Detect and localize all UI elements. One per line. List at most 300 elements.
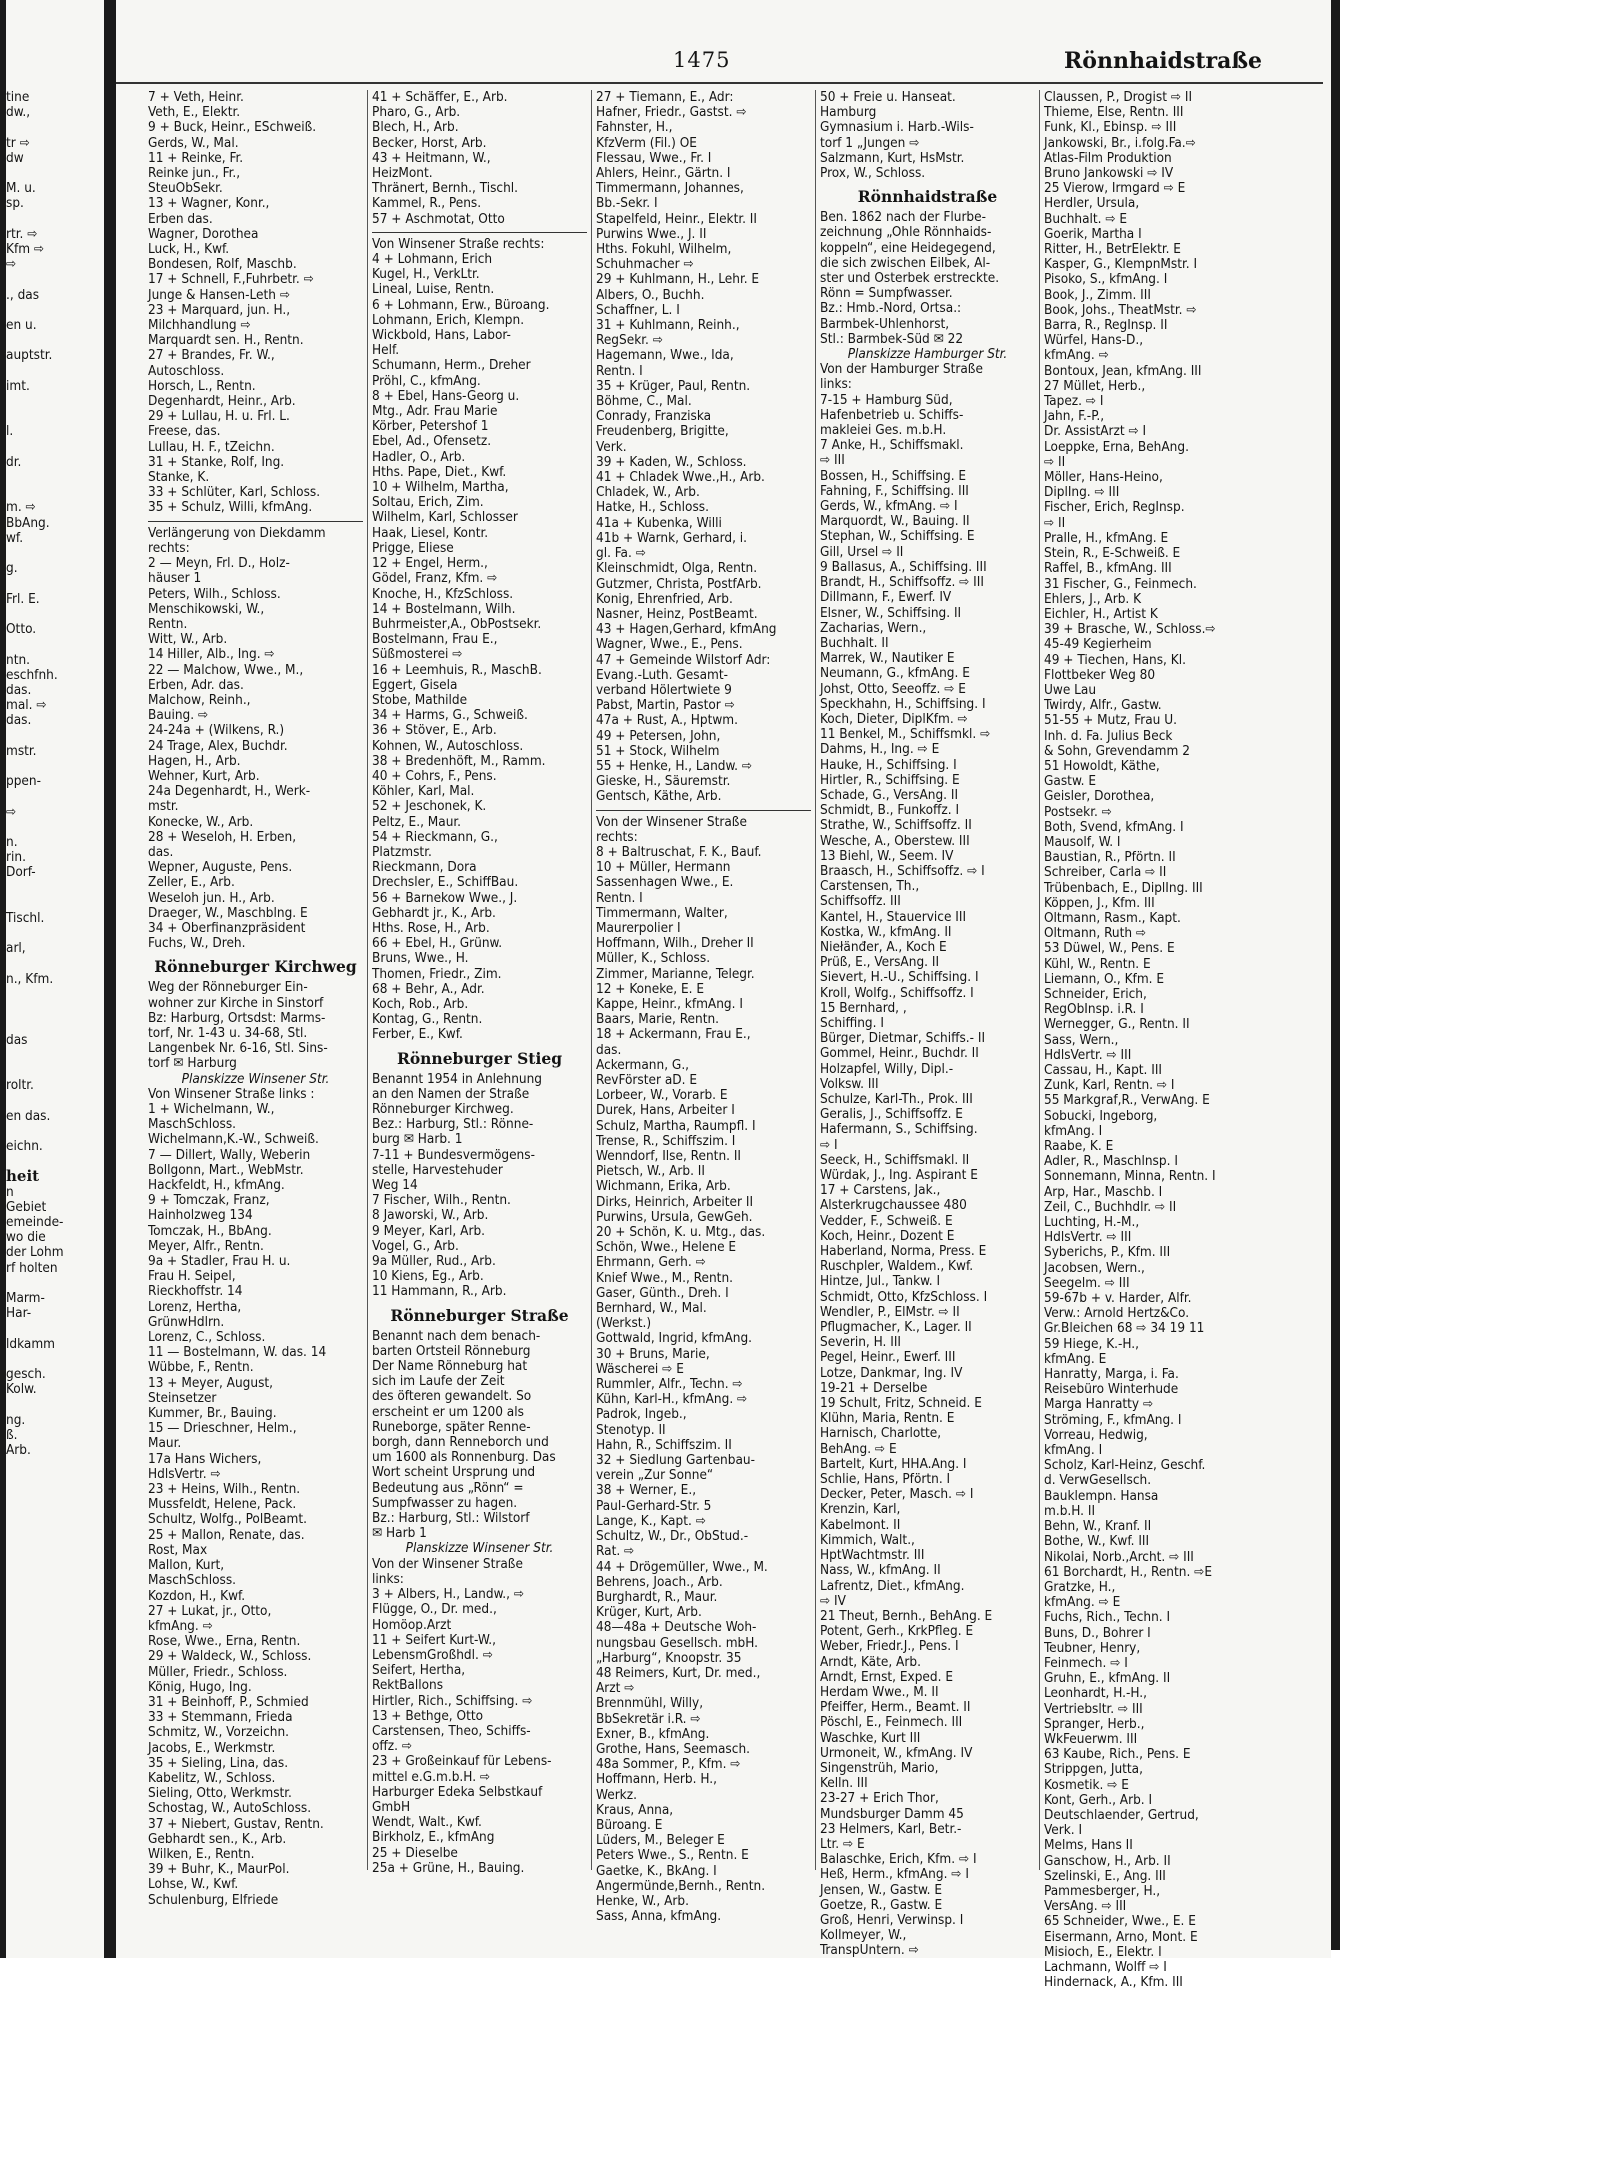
directory-entry: RektBallons [372, 1677, 444, 1694]
directory-entry: Kohnen, W., Autoschloss. [372, 737, 524, 754]
directory-entry: Verk. [596, 438, 627, 455]
fragment-line [6, 333, 102, 348]
directory-entry: Vedder, F., Schweiß. E [820, 1212, 953, 1229]
street-heading: Rönnhaidstraße [857, 187, 998, 207]
fragment-line: rf holten [6, 1259, 58, 1276]
directory-entry: Witt, W., Arb. [148, 631, 228, 648]
directory-entry: Ritter, H., BetrElektr. E [1044, 241, 1181, 258]
directory-entry: Hafenbetrieb u. Schiffs- [820, 406, 964, 423]
page-number: 1475 [673, 48, 731, 72]
directory-entry: Schumann, Herm., Dreher [372, 357, 531, 374]
directory-entry: 15 Bernhard, , [820, 999, 907, 1016]
directory-entry: Flottbeker Weg 80 [1044, 666, 1156, 683]
fragment-line: Marm- [6, 1290, 45, 1307]
directory-entry: Wort scheint Ursprung und [372, 1464, 536, 1481]
directory-entry: Gill, Ursel ⇨ II [820, 543, 904, 560]
directory-entry: Sassenhagen Wwe., E. [596, 874, 734, 891]
directory-entry: Peters, Wilh., Schloss. [148, 585, 281, 602]
directory-entry: 34 + Harms, G., Schweiß. [372, 707, 528, 724]
directory-entry: Verk. I [1044, 1822, 1083, 1839]
directory-entry: Marrek, W., Nautiker E [820, 650, 955, 667]
fragment-line [6, 1352, 102, 1367]
directory-entry: Luck, H., Kwf. [148, 241, 230, 258]
directory-entry: Eichler, H., Artist K [1044, 605, 1158, 622]
directory-entry: Wickbold, Hans, Labor- [372, 327, 511, 344]
directory-entry: Frau H. Seipel, [148, 1268, 236, 1285]
directory-entry: Severin, H. III [820, 1334, 901, 1351]
directory-entry: 24a Degenhardt, H., Werk- [148, 783, 311, 800]
directory-entry: Luchting, H.-M., [1044, 1214, 1140, 1231]
directory-entry: Gymnasium i. Harb.-Wils- [820, 119, 974, 136]
directory-entry: Goerik, Martha I [1044, 225, 1142, 242]
directory-entry: verein „Zur Sonne“ [596, 1467, 714, 1484]
directory-entry: Weg der Rönneburger Ein- [148, 979, 308, 996]
directory-entry: wohner zur Kirche in Sinstorf [148, 994, 324, 1011]
directory-entry: Ehlers, J., Arb. K [1044, 590, 1142, 607]
directory-entry: 17 + Carstens, Jak., [820, 1182, 941, 1199]
directory-entry: m.b.H. II [1044, 1502, 1096, 1519]
header-rule [116, 82, 1323, 84]
directory-entry: Mussfeldt, Helene, Pack. [148, 1496, 297, 1513]
directory-entry: Freudenberg, Brigitte, [596, 423, 729, 440]
directory-entry: Dahms, H., Ing. ⇨ E [820, 741, 940, 758]
directory-entry: 34 + Oberfinanzpräsident [148, 919, 306, 936]
directory-entry: BehAng. ⇨ E [820, 1440, 897, 1457]
directory-entry: Trense, R., Schiffszim. I [596, 1132, 736, 1149]
directory-entry: Nass, W., kfmAng. II [820, 1562, 941, 1579]
directory-entry: 15 — Drieschner, Helm., [148, 1420, 297, 1437]
directory-entry: Rönneburger Kirchweg. [372, 1101, 514, 1117]
directory-entry: 33 + Stemmann, Frieda [148, 1709, 293, 1726]
directory-entry: Pflugmacher, K., Lager. II [820, 1319, 972, 1336]
directory-entry: Hths. Pape, Diet., Kwf. [372, 463, 507, 480]
directory-entry: 25 + Mallon, Renate, das. [148, 1526, 305, 1543]
directory-entry: Kontag, G., Rentn. [372, 1011, 483, 1028]
directory-entry: Zimmer, Marianne, Telegr. [596, 965, 755, 982]
directory-entry: Jacobsen, Wern., [1044, 1259, 1145, 1276]
directory-entry: Würfel, Hans-D., [1044, 332, 1144, 349]
directory-entry: Hauke, H., Schiffsing. I [820, 756, 957, 773]
directory-entry: Behrens, Joach., Arb. [596, 1573, 723, 1590]
directory-entry: Hths. Rose, H., Arb. [372, 919, 490, 936]
fragment-line: rtr. ⇨ [6, 225, 38, 242]
fragment-line: ⇨ [6, 256, 17, 273]
directory-entry: Gottwald, Ingrid, kfmAng. [596, 1330, 753, 1347]
directory-entry: Kraus, Anna, [596, 1801, 674, 1818]
directory-entry: Peters Wwe., S., Rentn. E [596, 1847, 749, 1864]
directory-entry: 51-55 + Mutz, Frau U. [1044, 712, 1177, 729]
fragment-line [6, 1048, 102, 1063]
directory-entry: mstr. [148, 798, 179, 815]
directory-entry: 27 + Tiemann, E., Adr: [596, 89, 734, 105]
fragment-line [6, 987, 102, 1002]
directory-entry: Freese, das. [148, 423, 221, 440]
directory-entry: „Harburg“, Knoopstr. 35 [596, 1649, 742, 1666]
directory-entry: 30 + Bruns, Marie, [596, 1345, 710, 1362]
directory-entry: Lohmann, Erich, Klempn. [372, 311, 525, 328]
fragment-line: ß. [6, 1426, 18, 1443]
directory-entry: Sieling, Otto, Werkmstr. [148, 1785, 292, 1802]
directory-entry: Rönn = Sumpfwasser. [820, 285, 953, 302]
directory-entry: 11 + Reinke, Fr. [148, 149, 244, 166]
directory-entry: 33 + Schlüter, Karl, Schloss. [148, 484, 321, 501]
directory-entry: Koch, Heinr., Dozent E [820, 1227, 955, 1244]
directory-entry: 10 Kiens, Eg., Arb. [372, 1268, 484, 1285]
directory-entry: Hatke, H., Schloss. [596, 499, 709, 516]
directory-entry: Von der Winsener Straße [372, 1555, 523, 1572]
directory-entry: Schultz, Wolfg., PolBeamt. [148, 1511, 307, 1528]
directory-entry: Gr.Bleichen 68 ⇨ 34 19 11 [1044, 1320, 1205, 1337]
fragment-line: eichn. [6, 1138, 43, 1155]
fragment-line [6, 272, 102, 287]
directory-entry: 31 + Beinhoff, P., Schmied [148, 1693, 309, 1710]
directory-entry: Müller, Friedr., Schloss. [148, 1663, 288, 1680]
directory-entry: Exner, B., kfmAng. [596, 1725, 710, 1742]
directory-entry: Strathe, W., Schiffsoffz. II [820, 817, 972, 834]
directory-entry: Knief Wwe., M., Rentn. [596, 1269, 733, 1286]
fragment-line: M. u. [6, 180, 36, 197]
directory-entry: Waschke, Kurt III [820, 1729, 921, 1746]
directory-entry: Mallon, Kurt, [148, 1557, 225, 1574]
directory-entry: Pfeiffer, Herm., Beamt. II [820, 1699, 971, 1716]
directory-entry: Horsch, L., Rentn. [148, 377, 256, 394]
directory-entry: Bz.: Hmb.-Nord, Ortsa.: [820, 300, 962, 317]
directory-entry: 9 Meyer, Karl, Arb. [372, 1222, 486, 1239]
fragment-line [6, 729, 102, 744]
directory-entry: 31 + Kuhlmann, Reinh., [596, 317, 740, 334]
directory-entry: Kammel, R., Pens. [372, 195, 482, 212]
directory-entry: des öfteren gewandelt. So [372, 1388, 532, 1405]
directory-entry: Kollmeyer, W., [820, 1927, 907, 1944]
directory-entry: 7 Fischer, Wilh., Rentn. [372, 1192, 511, 1209]
directory-entry: Lüders, M., Beleger E [596, 1832, 725, 1849]
directory-entry: 8 + Ebel, Hans-Georg u. [372, 387, 520, 404]
directory-entry: 54 + Rieckmann, G., [372, 828, 498, 845]
directory-entry: Helf. [372, 342, 400, 359]
fragment-line [6, 1397, 102, 1412]
directory-entry: barten Ortsteil Rönneburg [372, 1342, 531, 1359]
directory-entry: 45-49 Kegierheim [1044, 636, 1152, 653]
directory-entry: Pegel, Heinr., Ewerf. III [820, 1349, 956, 1366]
fragment-line: n [6, 1183, 14, 1200]
directory-entry: Hindernack, A., Kfm. III [1044, 1974, 1183, 1991]
directory-entry: Henke, W., Arb. [596, 1892, 689, 1909]
directory-entry: Ganschow, H., Arb. II [1044, 1852, 1171, 1869]
directory-entry: Hadler, O., Arb. [372, 448, 466, 465]
fragment-line: das [6, 1031, 28, 1048]
fragment-line: Otto. [6, 621, 37, 638]
directory-entry: Bernhard, W., Mal. [596, 1300, 707, 1317]
directory-entry: ster und Osterbek erstreckte. [820, 270, 1000, 287]
directory-entry: Fahning, F., Schiffsing. III [820, 482, 969, 499]
directory-entry: Erben, Adr. das. [148, 676, 244, 693]
directory-entry: Koch, Dieter, DiplKfm. ⇨ [820, 710, 968, 727]
directory-entry: Pietsch, W., Arb. II [596, 1163, 705, 1180]
directory-entry: Hainholzweg 134 [148, 1207, 253, 1224]
directory-entry: Thränert, Bernh., Tischl. [372, 180, 519, 197]
directory-entry: Pharo, G., Arb. [372, 104, 461, 121]
directory-entry: Loeppke, Erna, BehAng. [1044, 438, 1189, 455]
directory-entry: Körber, Petershof 1 [372, 418, 489, 435]
fragment-line: ppen- [6, 773, 41, 790]
directory-entry: Albers, O., Buchh. [596, 286, 705, 303]
directory-entry: Maurerpolier I [596, 919, 681, 936]
directory-entry: 48—48a + Deutsche Woh- [596, 1619, 757, 1636]
directory-entry: Ltr. ⇨ E [820, 1835, 865, 1852]
directory-entry: Bartelt, Kurt, HHA.Ang. I [820, 1455, 967, 1472]
directory-entry: Milchhandlung ⇨ [148, 317, 251, 334]
directory-entry: Baustian, R., Pförtn. II [1044, 849, 1176, 866]
directory-entry: Timmermann, Johannes, [596, 180, 744, 197]
directory-entry: Lorbeer, W., Vorarb. E [596, 1087, 728, 1104]
directory-entry: Buchhalt. ⇨ E [1044, 210, 1128, 227]
directory-entry: Baars, Marie, Rentn. [596, 1011, 720, 1028]
directory-entry: Haak, Liesel, Kontr. [372, 524, 489, 541]
fragment-line [6, 1017, 102, 1032]
directory-entry: Rentn. I [596, 889, 643, 906]
directory-entry: Evang.-Luth. Gesamt- [596, 666, 728, 683]
directory-entry: Langenbek Nr. 6-16, Stl. Sins- [148, 1040, 328, 1057]
directory-entry: 12 + Koneke, E. E [596, 980, 705, 997]
directory-entry: Stapelfeld, Heinr., Elektr. II [596, 210, 757, 227]
directory-entry: Kont, Gerh., Arb. I [1044, 1791, 1153, 1808]
directory-entry: 25 Vierow, Irmgard ⇨ E [1044, 180, 1186, 197]
fragment-line [6, 577, 102, 592]
directory-entry: an den Namen der Straße [372, 1085, 530, 1102]
directory-entry: 10 + Wilhelm, Martha, [372, 479, 509, 496]
directory-entry: torf 1 „Jungen ⇨ [820, 134, 920, 151]
directory-entry: Kroll, Wolfg., Schiffsoffz. I [820, 984, 974, 1001]
directory-entry: 48 Reimers, Kurt, Dr. med., [596, 1664, 761, 1681]
directory-entry: 13 + Meyer, August, [148, 1374, 274, 1391]
directory-entry: Homöop.Arzt [372, 1616, 452, 1633]
directory-entry: Fuchs, Rich., Techn. I [1044, 1609, 1171, 1626]
fragment-line: n. [6, 833, 18, 850]
directory-entry: verband Hölertwiete 9 [596, 681, 732, 698]
directory-entry: Jankowski, Br., i.folg.Fa.⇨ [1044, 134, 1196, 151]
directory-entry: Pröhl, C., kfmAng. [372, 372, 481, 389]
directory-entry: 13 + Bethge, Otto [372, 1707, 484, 1724]
directory-entry: 47a + Rust, A., Hptwm. [596, 712, 738, 729]
fragment-line: tine [6, 89, 30, 105]
directory-entry: Böhme, C., Mal. [596, 393, 692, 410]
directory-entry: Krüger, Kurt, Arb. [596, 1604, 702, 1621]
directory-entry: Junge & Hansen-Leth ⇨ [148, 286, 291, 303]
directory-entry: Schulz, Martha, Raumpfl. I [596, 1117, 756, 1134]
directory-entry: Erben das. [148, 210, 213, 227]
directory-entry: Schneider, Erich, [1044, 985, 1147, 1002]
directory-entry: Pöschl, E., Feinmech. III [820, 1714, 963, 1731]
directory-entry: Zeil, C., Buchhdlr. ⇨ II [1044, 1198, 1177, 1215]
directory-entry: Sievert, H.-U., Schiffsing. I [820, 969, 979, 986]
directory-entry: Von der Hamburger Straße [820, 361, 983, 378]
directory-entry: d. VerwGesellsch. [1044, 1472, 1152, 1489]
directory-entry: Scholz, Karl-Heinz, Geschf. [1044, 1457, 1206, 1474]
directory-entry: 39 + Kaden, W., Schloss. [596, 453, 747, 470]
fragment-line: das. [6, 712, 32, 729]
directory-entry: Arzt ⇨ [596, 1680, 635, 1697]
directory-entry: Wendler, P., ElMstr. ⇨ II [820, 1303, 960, 1320]
directory-entry: erscheint er um 1200 als [372, 1403, 524, 1420]
directory-entry: Gieske, H., Säuremstr. [596, 773, 731, 790]
directory-entry: Büroang. E [596, 1816, 663, 1833]
fragment-line [6, 1276, 102, 1291]
directory-entry: Eggert, Gisela [372, 676, 458, 693]
directory-entry: Wesche, A., Oberstew. III [820, 832, 970, 849]
directory-entry: 7 Anke, H., Schiffsmakl. [820, 437, 964, 454]
directory-entry: Soltau, Erich, Zim. [372, 494, 484, 511]
directory-entry: 35 + Sieling, Lina, das. [148, 1754, 289, 1771]
directory-entry: Buchhalt. II [820, 634, 889, 651]
directory-entry: & Sohn, Grevendamm 2 [1044, 742, 1190, 759]
directory-entry: Niełänđer, A., Koch E [820, 938, 947, 955]
directory-entry: Szelinski, E., Ang. III [1044, 1867, 1166, 1884]
directory-entry: 4 + Lohmann, Erich [372, 251, 493, 268]
directory-entry: 40 + Cohrs, F., Pens. [372, 767, 497, 784]
directory-entry: Schostag, W., AutoSchloss. [148, 1800, 312, 1817]
column-3 [596, 89, 811, 1925]
directory-entry: 17a Hans Wichers, [148, 1450, 262, 1467]
fragment-line: heit [6, 1167, 40, 1186]
directory-entry: Bb.-Sekr. I [596, 195, 658, 212]
directory-entry: das. [148, 843, 174, 860]
directory-entry: Zacharias, Wern., [820, 619, 927, 636]
directory-entry: Holzapfel, Willy, Dipl.- [820, 1060, 954, 1077]
directory-entry: Köhler, Karl, Mal. [372, 783, 475, 800]
directory-entry: Arndt, Käte, Arb. [820, 1653, 921, 1670]
directory-entry: Lohse, W., Kwf. [148, 1876, 239, 1893]
directory-entry: MaschSchloss. [148, 1572, 237, 1589]
directory-entry: 37 + Niebert, Gustav, Rentn. [148, 1815, 324, 1832]
fragment-line [6, 546, 102, 561]
fragment-line: Dorf- [6, 864, 36, 881]
directory-entry: 7-15 + Hamburg Süd, [820, 391, 953, 408]
directory-entry: Draeger, W., Maschblng. E [148, 904, 308, 921]
directory-entry: Vorreau, Hedwig, [1044, 1426, 1148, 1443]
fragment-line: g. [6, 560, 18, 577]
directory-entry: Mausolf, W. I [1044, 833, 1121, 850]
fragment-line [6, 926, 102, 941]
directory-entry: 31 Fischer, G., Feinmech. [1044, 575, 1197, 592]
directory-entry: nungsbau Gesellsch. mbH. [596, 1634, 759, 1651]
directory-entry: Bz.: Harburg, Stl.: Wilstorf [372, 1510, 530, 1527]
directory-entry: Vertriebsltr. ⇨ III [1044, 1700, 1143, 1717]
directory-entry: Lorenz, Hertha, [148, 1298, 242, 1315]
directory-entry: HdlsVertr. ⇨ [148, 1465, 221, 1482]
fragment-line [6, 881, 102, 896]
directory-entry: Mundsburger Damm 45 [820, 1805, 964, 1822]
directory-entry: Kabelitz, W., Schloss. [148, 1769, 276, 1786]
directory-entry: Schulze, Karl-Th., Prok. III [820, 1091, 973, 1107]
directory-entry: Marquardt sen. H., Rentn. [148, 332, 304, 349]
directory-entry: Balaschke, Erich, Kfm. ⇨ I [820, 1851, 977, 1868]
directory-entry: Burghardt, R., Maur. [596, 1588, 718, 1605]
directory-entry: Brennmühl, Willy, [596, 1695, 704, 1712]
directory-entry: Nasner, Heinz, PostBeamt. [596, 605, 758, 622]
directory-entry: Wübbe, F., Rentn. [148, 1359, 254, 1376]
fragment-line: ng. [6, 1411, 26, 1428]
directory-entry: Bürger, Dietmar, Schiffs.- II [820, 1030, 986, 1047]
directory-entry: Atlas-Film Produktion [1044, 149, 1172, 166]
fragment-line [6, 166, 102, 181]
directory-entry: (Werkst.) [596, 1315, 652, 1332]
directory-entry: Bruno Jankowski ⇨ IV [1044, 165, 1174, 182]
directory-entry: Hamburg [820, 104, 877, 121]
directory-entry: Oltmann, Rasm., Kapt. [1044, 909, 1181, 926]
directory-entry: 39 + Brasche, W., Schloss.⇨ [1044, 621, 1216, 638]
fragment-line [6, 1124, 102, 1139]
directory-entry: Angermünde,Bernh., Rentn. [596, 1877, 766, 1894]
directory-entry: Rentn. I [596, 362, 643, 379]
directory-entry: Bollgonn, Mart., WebMstr. [148, 1161, 304, 1178]
directory-entry: zeichnung „Ohle Rönnhaids- [820, 224, 992, 241]
directory-entry: Von der Winsener Straße [596, 813, 747, 830]
directory-entry: Wagner, Wwe., E., Pens. [596, 636, 743, 653]
directory-entry: Platzmstr. [372, 843, 432, 860]
column-2 [372, 89, 587, 1876]
directory-entry: Twirdy, Alfr., Gastw. [1044, 697, 1162, 714]
directory-entry: HdlsVertr. ⇨ III [1044, 1046, 1132, 1063]
fragment-line: arl, [6, 940, 26, 957]
directory-entry: Fahnster, H., [596, 119, 673, 136]
directory-entry: 35 + Schulz, Willi, kfmAng. [148, 499, 313, 516]
directory-entry: 2 — Meyn, Frl. D., Holz- [148, 555, 290, 572]
directory-entry: Jensen, W., Gastw. E [820, 1881, 943, 1898]
directory-entry: Pisoko, S., kfmAng. I [1044, 271, 1168, 288]
directory-entry: 19-21 + Derselbe [820, 1379, 928, 1396]
directory-entry: Gentsch, Käthe, Arb. [596, 788, 722, 805]
directory-entry: Leonhardt, H.-H., [1044, 1685, 1147, 1702]
directory-entry: Lorenz, C., Schloss. [148, 1329, 266, 1346]
directory-entry: LebensmGroßhdl. ⇨ [372, 1646, 493, 1663]
directory-entry: Menschikowski, W., [148, 600, 265, 617]
directory-entry: Gebhardt sen., K., Arb. [148, 1830, 287, 1847]
directory-entry: borgh, dann Renneborch und [372, 1434, 549, 1451]
directory-entry: kfmAng. E [1044, 1350, 1107, 1367]
directory-entry: Buhrmeister,A., ObPostsekr. [372, 615, 542, 632]
directory-entry: 12 + Engel, Herm., [372, 555, 488, 572]
directory-entry: 66 + Ebel, H., Grünw. [372, 935, 503, 952]
directory-entry: mittel e.G.m.b.H. ⇨ [372, 1768, 491, 1785]
directory-entry: 38 + Bredenhöft, M., Ramm. [372, 752, 546, 769]
directory-entry: 51 + Stock, Wilhelm [596, 742, 720, 759]
directory-entry: Zunk, Karl, Rentn. ⇨ I [1044, 1077, 1175, 1094]
directory-entry: Postsekr. ⇨ [1044, 803, 1112, 820]
fragment-line [6, 607, 102, 622]
directory-entry: Fuchs, W., Dreh. [148, 935, 246, 952]
directory-entry: 11 — Bostelmann, W. das. 14 [148, 1344, 327, 1361]
directory-entry: Ferber, E., Kwf. [372, 1026, 463, 1043]
directory-entry: 13 Biehl, W., Seem. IV [820, 847, 954, 864]
fragment-line [6, 896, 102, 911]
directory-entry: Peltz, E., Maur. [372, 813, 462, 830]
directory-entry: 57 + Aschmotat, Otto [372, 210, 505, 227]
directory-entry: Gutzmer, Christa, PostfArb. [596, 575, 762, 592]
directory-entry: ⇨ IV [820, 1592, 846, 1609]
directory-entry: 32 + Siedlung Gartenbau- [596, 1452, 755, 1469]
directory-entry: HdlsVertr. ⇨ III [1044, 1229, 1132, 1246]
directory-entry: Volksw. III [820, 1075, 879, 1092]
directory-entry: Paul-Gerhard-Str. 5 [596, 1497, 712, 1514]
directory-entry: 49 + Petersen, John, [596, 727, 721, 744]
directory-entry: sich im Laufe der Zeit [372, 1373, 505, 1390]
directory-entry: Wernegger, G., Rentn. II [1044, 1016, 1190, 1033]
directory-entry: Marquordt, W., Bauing. II [820, 513, 970, 530]
directory-entry: Konecke, W., Arb. [148, 813, 254, 830]
directory-entry: 8 Jaworski, W., Arb. [372, 1207, 489, 1224]
directory-entry: Kabelmont. II [820, 1516, 901, 1533]
directory-entry: GrünwHdlrn. [148, 1313, 225, 1330]
